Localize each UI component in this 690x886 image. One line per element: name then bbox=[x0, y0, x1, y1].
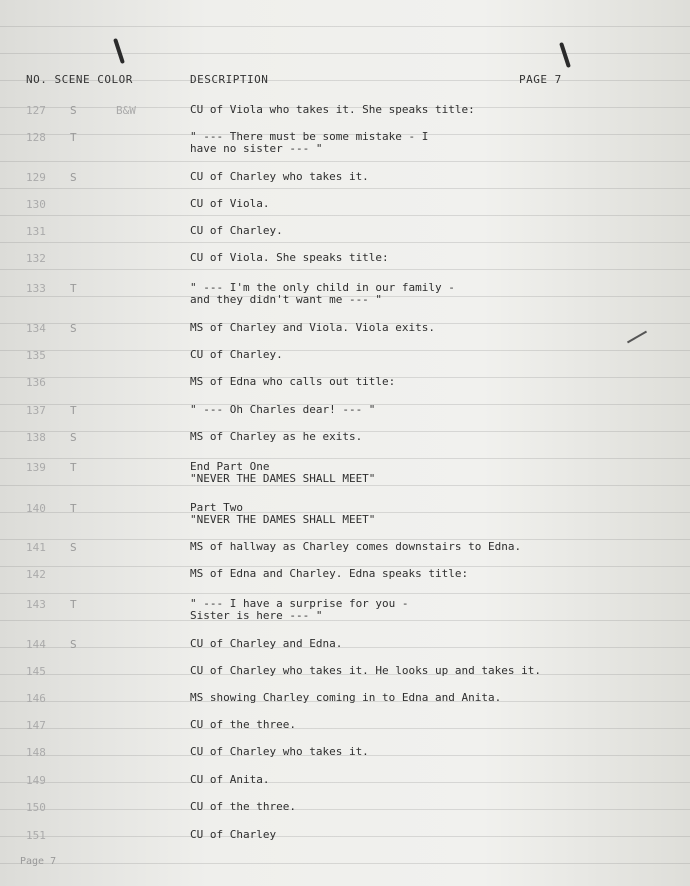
shot-number: 135 bbox=[26, 349, 46, 362]
description-line-2: and they didn't want me --- " bbox=[190, 293, 383, 306]
shot-number: 137 bbox=[26, 404, 46, 417]
shot-description bbox=[190, 598, 409, 622]
header-page-number: PAGE 7 bbox=[519, 73, 562, 86]
description-line-1: " --- There must be some mistake - I bbox=[190, 130, 429, 143]
description-line-1: CU of Viola who takes it. She speaks title: bbox=[190, 103, 475, 116]
description-line-1: CU of Viola. bbox=[190, 197, 270, 210]
description-line-1: CU of Charley. bbox=[190, 224, 283, 237]
shot-description bbox=[190, 282, 455, 306]
shot-number: 144 bbox=[26, 638, 46, 651]
shot-number: 129 bbox=[26, 171, 46, 184]
shot-description bbox=[190, 404, 375, 416]
shot-number: 148 bbox=[26, 746, 46, 759]
shot-number: 133 bbox=[26, 282, 46, 295]
shot-description bbox=[190, 801, 296, 813]
shot-number: 143 bbox=[26, 598, 46, 611]
description-line-1: CU of Charley who takes it. bbox=[190, 745, 369, 758]
scene-code: T bbox=[70, 598, 77, 611]
description-line-1: End Part One bbox=[190, 460, 270, 473]
shot-number: 150 bbox=[26, 801, 46, 814]
description-line-2: have no sister --- " bbox=[190, 142, 323, 155]
description-line-1: CU of Charley who takes it. bbox=[190, 170, 369, 183]
color-code: B&W bbox=[116, 104, 136, 117]
scene-code: T bbox=[70, 131, 77, 144]
description-line-1: CU of Charley who takes it. He looks up and takes it. bbox=[190, 664, 541, 677]
description-line-1: CU of the three. bbox=[190, 718, 296, 731]
shot-description bbox=[190, 746, 369, 758]
shot-number: 145 bbox=[26, 665, 46, 678]
shot-description bbox=[190, 774, 269, 786]
shot-number: 140 bbox=[26, 502, 46, 515]
footer-page-label: Page 7 bbox=[20, 856, 57, 867]
shot-number: 149 bbox=[26, 774, 46, 787]
scene-code: S bbox=[70, 322, 77, 335]
scene-code: T bbox=[70, 282, 77, 295]
shot-description bbox=[190, 692, 501, 704]
description-line-1: " --- I'm the only child in our family - bbox=[190, 281, 455, 294]
shot-description bbox=[190, 461, 375, 485]
description-line-1: CU of Viola. She speaks title: bbox=[190, 251, 389, 264]
scene-code: T bbox=[70, 404, 77, 417]
shot-description bbox=[190, 502, 375, 526]
description-line-1: MS of Charley and Viola. Viola exits. bbox=[190, 321, 436, 334]
shot-number: 146 bbox=[26, 692, 46, 705]
shot-description bbox=[190, 131, 428, 155]
description-line-1: MS showing Charley coming in to Edna and Anita. bbox=[190, 691, 502, 704]
shot-description bbox=[190, 198, 269, 210]
shot-description bbox=[190, 431, 362, 443]
shot-description bbox=[190, 719, 296, 731]
description-line-1: MS of Edna and Charley. Edna speaks title: bbox=[190, 567, 469, 580]
shot-number: 151 bbox=[26, 829, 46, 842]
shot-number: 147 bbox=[26, 719, 46, 732]
shot-number: 130 bbox=[26, 198, 46, 211]
punch-hole-right bbox=[559, 42, 571, 68]
shot-number: 128 bbox=[26, 131, 46, 144]
description-line-1: " --- Oh Charles dear! --- " bbox=[190, 403, 376, 416]
description-line-1: CU of Charley bbox=[190, 828, 277, 841]
shot-description bbox=[190, 322, 435, 334]
punch-hole-left bbox=[113, 38, 125, 64]
shot-number: 142 bbox=[26, 568, 46, 581]
shot-description bbox=[190, 568, 468, 580]
scene-code: S bbox=[70, 638, 77, 651]
shot-description bbox=[190, 252, 389, 264]
shot-description bbox=[190, 376, 395, 388]
header-description: DESCRIPTION bbox=[190, 73, 269, 86]
ink-scratch bbox=[627, 331, 647, 344]
scene-code: T bbox=[70, 502, 77, 515]
shot-number: 132 bbox=[26, 252, 46, 265]
shot-description bbox=[190, 349, 283, 361]
shot-description bbox=[190, 541, 521, 553]
shot-description bbox=[190, 665, 541, 677]
description-line-1: MS of Edna who calls out title: bbox=[190, 375, 396, 388]
scene-code: S bbox=[70, 431, 77, 444]
shot-description bbox=[190, 225, 283, 237]
scene-code: S bbox=[70, 541, 77, 554]
shot-number: 134 bbox=[26, 322, 46, 335]
shot-number: 139 bbox=[26, 461, 46, 474]
shot-number: 127 bbox=[26, 104, 46, 117]
header-no-scene-color: NO. SCENE COLOR bbox=[26, 73, 133, 86]
scene-code: S bbox=[70, 171, 77, 184]
shot-number: 136 bbox=[26, 376, 46, 389]
description-line-2: "NEVER THE DAMES SHALL MEET" bbox=[190, 513, 376, 526]
description-line-1: MS of Charley as he exits. bbox=[190, 430, 363, 443]
shot-description bbox=[190, 104, 475, 116]
description-line-1: " --- I have a surprise for you - bbox=[190, 597, 409, 610]
description-line-1: CU of Charley and Edna. bbox=[190, 637, 343, 650]
shot-description bbox=[190, 638, 342, 650]
description-line-1: CU of Anita. bbox=[190, 773, 270, 786]
description-line-1: CU of the three. bbox=[190, 800, 296, 813]
shot-number: 141 bbox=[26, 541, 46, 554]
description-line-1: Part Two bbox=[190, 501, 243, 514]
shot-number: 131 bbox=[26, 225, 46, 238]
description-line-1: CU of Charley. bbox=[190, 348, 283, 361]
scene-code: S bbox=[70, 104, 77, 117]
shot-description bbox=[190, 829, 276, 841]
description-line-1: MS of hallway as Charley comes downstairs to Edna. bbox=[190, 540, 522, 553]
description-line-2: "NEVER THE DAMES SHALL MEET" bbox=[190, 472, 376, 485]
scene-code: T bbox=[70, 461, 77, 474]
shot-description bbox=[190, 171, 369, 183]
description-line-2: Sister is here --- " bbox=[190, 609, 323, 622]
shot-number: 138 bbox=[26, 431, 46, 444]
